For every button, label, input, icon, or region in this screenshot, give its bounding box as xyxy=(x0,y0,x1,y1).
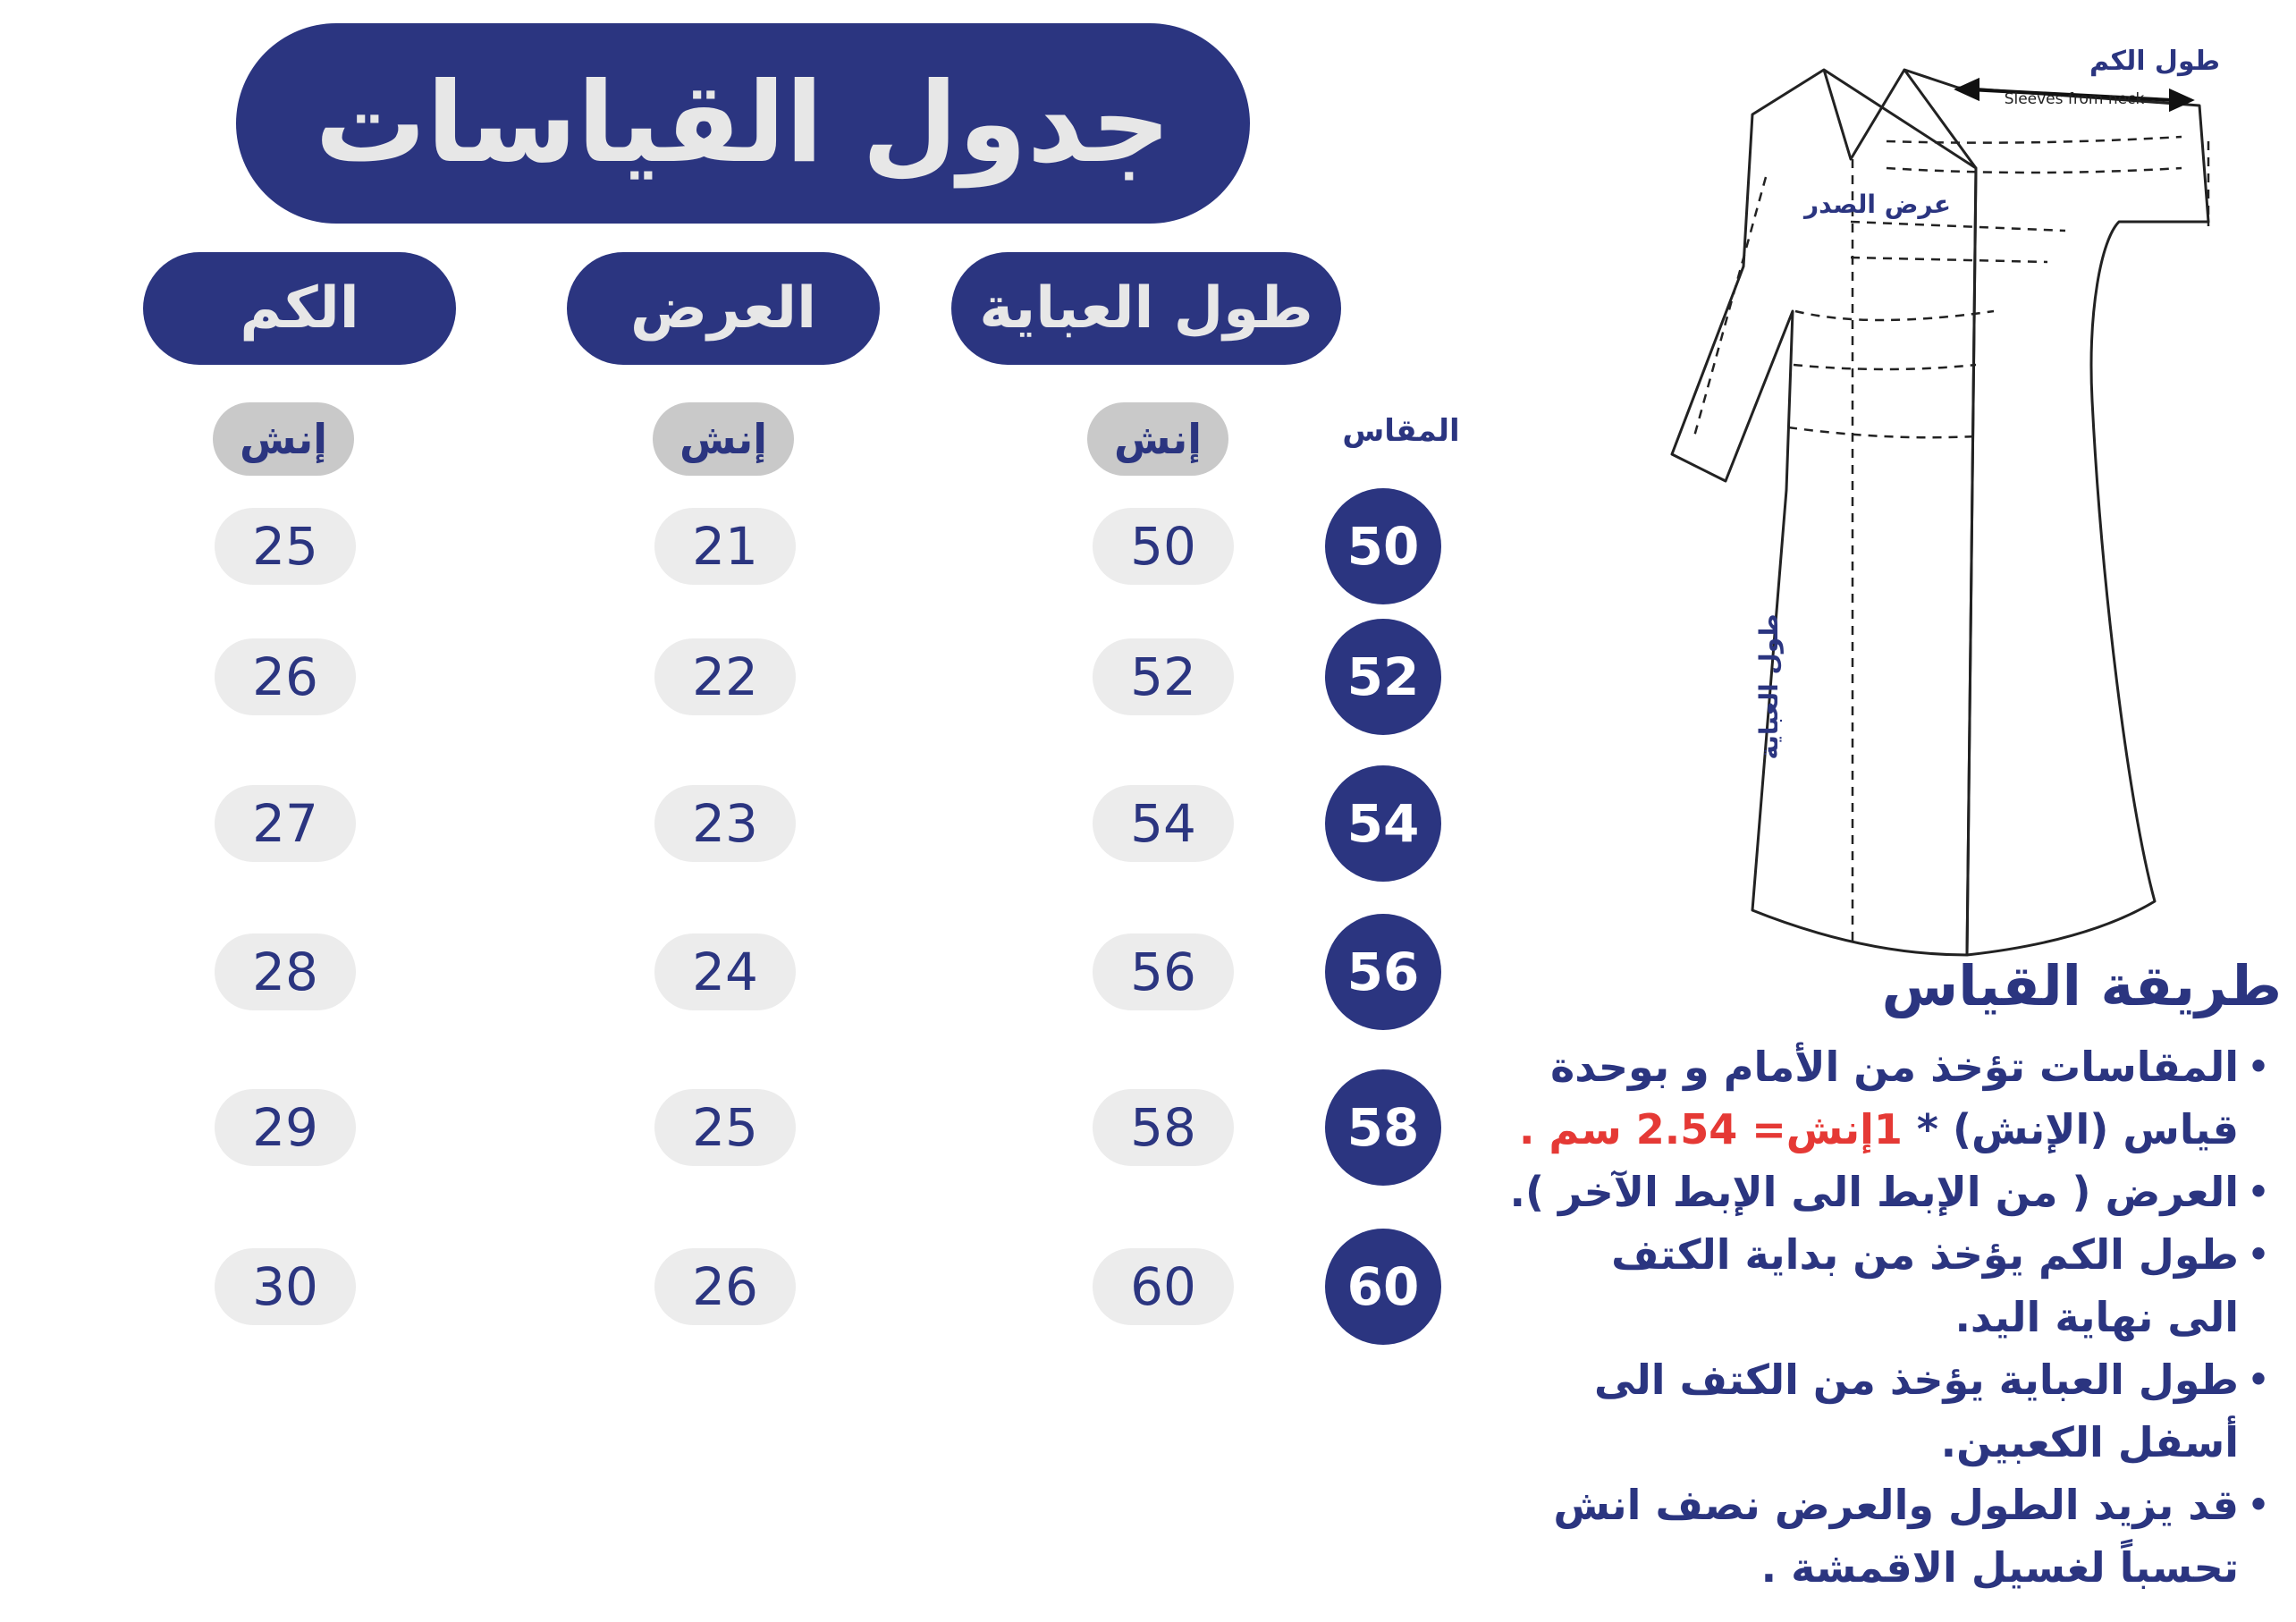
bullet-icon: • xyxy=(2247,1172,2270,1212)
size-badge: 56 xyxy=(1325,914,1441,1030)
instruction-line: الى نهاية اليد. xyxy=(1954,1293,2239,1341)
unit-label-width: إنش xyxy=(653,402,794,476)
sleeve-value: 25 xyxy=(215,508,356,585)
sleeve-value: 28 xyxy=(215,933,356,1010)
column-header-length: طول العباية xyxy=(951,252,1341,365)
instruction-line: طول الكم يؤخذ من بداية الكتف xyxy=(1611,1230,2239,1279)
width-value: 24 xyxy=(654,933,796,1010)
sleeve-value: 30 xyxy=(215,1248,356,1325)
abaya-length-label: طول العباية xyxy=(1754,613,1784,760)
size-badge: 50 xyxy=(1325,488,1441,604)
length-value: 58 xyxy=(1093,1089,1234,1166)
unit-label-length: إنش xyxy=(1087,402,1228,476)
table-row xyxy=(0,1069,1520,1186)
length-value: 52 xyxy=(1093,638,1234,715)
instruction-line: قد يزيد الطول والعرض نصف انش xyxy=(1553,1481,2239,1529)
bullet-icon: • xyxy=(2247,1235,2270,1274)
table-row xyxy=(0,914,1520,1030)
conversion-note: 1إنش= 2.54 سم . xyxy=(1518,1105,1917,1153)
instruction-line: أسفل الكعبين. xyxy=(1940,1418,2239,1466)
page-title: جدول القياسات xyxy=(236,23,1250,224)
list-item xyxy=(1491,1474,2278,1599)
sleeve-sub-label: Sleeves from neck xyxy=(2004,90,2145,108)
list-item xyxy=(1491,1035,2278,1161)
instruction-line xyxy=(1491,1098,2239,1161)
instruction-line: طول العباية يؤخذ من الكتف الى xyxy=(1593,1356,2239,1404)
column-header-width: العرض xyxy=(567,252,880,365)
width-value: 21 xyxy=(654,508,796,585)
table-row xyxy=(0,488,1520,604)
size-badge: 58 xyxy=(1325,1069,1441,1186)
instruction-line: المقاسات تؤخذ من الأمام و بوحدة xyxy=(1550,1043,2239,1091)
bullet-icon: • xyxy=(2247,1047,2270,1086)
size-badge: 52 xyxy=(1325,619,1441,735)
instructions-list xyxy=(1491,1035,2278,1599)
sleeve-value: 26 xyxy=(215,638,356,715)
method-title: طريقة القياس xyxy=(1881,953,2282,1018)
unit-label-sleeve: إنش xyxy=(213,402,354,476)
sleeve-length-label: طول الكم xyxy=(2089,46,2221,77)
list-item xyxy=(1491,1348,2278,1474)
width-value: 26 xyxy=(654,1248,796,1325)
size-badge: 60 xyxy=(1325,1229,1441,1345)
width-value: 25 xyxy=(654,1089,796,1166)
bullet-icon: • xyxy=(2247,1485,2270,1525)
size-column-label: المقاس xyxy=(1342,413,1460,449)
sleeve-value: 27 xyxy=(215,785,356,862)
abaya-diagram xyxy=(1618,43,2262,973)
column-header-sleeve: الكم xyxy=(143,252,456,365)
length-value: 60 xyxy=(1093,1248,1234,1325)
width-value: 22 xyxy=(654,638,796,715)
length-value: 56 xyxy=(1093,933,1234,1010)
table-row xyxy=(0,765,1520,882)
instruction-line: تحسباً لغسيل الاقمشة . xyxy=(1760,1543,2239,1592)
table-row xyxy=(0,1229,1520,1345)
bullet-icon: • xyxy=(2247,1360,2270,1399)
chest-width-label: عرض الصدر xyxy=(1804,190,1951,219)
unit-note: قياس (الإنش) * xyxy=(1916,1105,2239,1153)
list-item xyxy=(1491,1223,2278,1348)
length-value: 54 xyxy=(1093,785,1234,862)
list-item xyxy=(1491,1161,2278,1223)
width-value: 23 xyxy=(654,785,796,862)
table-row xyxy=(0,619,1520,735)
size-badge: 54 xyxy=(1325,765,1441,882)
length-value: 50 xyxy=(1093,508,1234,585)
sleeve-value: 29 xyxy=(215,1089,356,1166)
instruction-line: العرض ( من الإبط الى الإبط الآخر ). xyxy=(1509,1168,2239,1216)
